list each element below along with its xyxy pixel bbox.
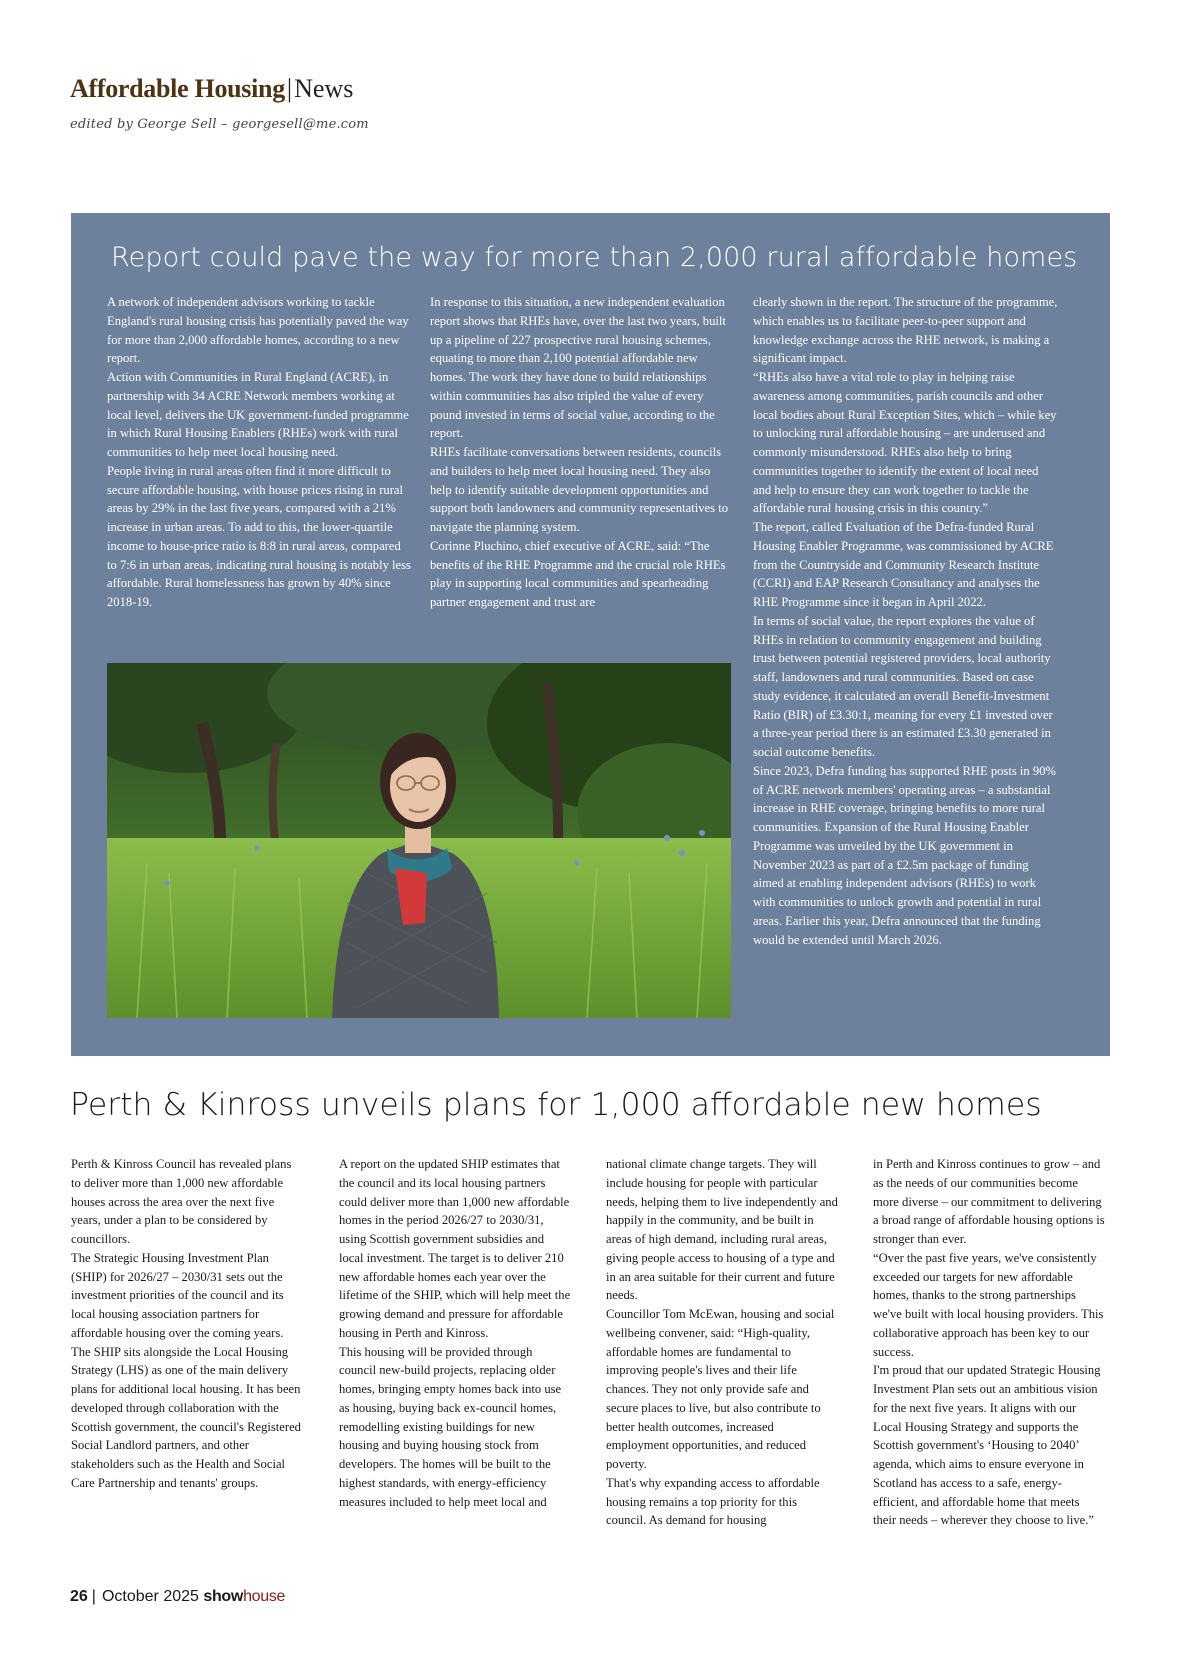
section-header [70,74,353,104]
story-column-4 [873,1155,1105,1530]
section-title: Affordable Housing [70,74,285,103]
portrait-photo [107,663,731,1018]
feature-paragraph: “RHEs also have a vital role to play in helping raise awareness among communities, parish councils and other local bodies about Rural Exception Sites, which – while key to unlocking rural affordable housing – are underused and commonly misunderstood. RHEs also help to bring communities together to identify the extent of local need and help to ensure they can work together to tackle the affordable rural housing crisis in this country.” [753,370,1057,516]
story-headline: Perth & Kinross unveils plans for 1,000 affordable new homes [70,1087,1042,1123]
feature-paragraph: The report, called Evaluation of the Defra-funded Rural Housing Enabler Programme, was commissioned by ACRE from the Countryside and Community Research Institute (CCRI) and EAP Research Consultancy and analyses the RHE Programme since it began in April 2022. [753,520,1054,609]
brand-logo-part-2: house [243,1588,286,1605]
story-paragraph: The SHIP sits alongside the Local Housing Strategy (LHS) as one of the main delivery plans for additional local housing. It has been developed through collaboration with the Scottish government, the council's Registered Social Landlord partners, and other stakeholders such as the Health and Social Care Partnership and tenants' groups. [71,1344,301,1490]
feature-column-3 [753,293,1058,949]
story-paragraph: Councillor Tom McEwan, housing and social wellbeing convener, said: “High-quality, affordable homes are fundamental to improving people's lives and their life chances. They not only provide safe and secure places to live, but also contribute to better health outcomes, increased employment opportunities, and reduced poverty. [606,1307,835,1471]
feature-column-1 [107,293,412,612]
section-separator: | [286,74,293,103]
feature-paragraph: clearly shown in the report. The structure of the programme, which enables us to facilitate peer-to-peer support and knowledge exchange across the RHE network, is making a significant impact. [753,295,1058,366]
issue-date: October 2025 [101,1588,199,1605]
feature-column-2 [430,293,735,612]
feature-paragraph: People living in rural areas often find it more difficult to secure affordable housing, with house prices rising in rural areas by 29% in the last five years, compared with a 21% increase in urban areas. To add to this, the lower-quartile income to house-price ratio is 8:8 in rural areas, compared to 7:6 in urban areas, indicating rural housing is notably less affordable. Rural homelessness has grown by 40% since 2018-19. [107,463,411,609]
story-paragraph: That's why expanding access to affordable housing remains a top priority for this council. As demand for housing [606,1475,820,1528]
footer-separator: | [91,1588,96,1605]
story-paragraph: Perth & Kinross Council has revealed plans to deliver more than 1,000 new affordable houses across the area over the next five years, under a plan to be considered by councillors. [71,1157,292,1246]
story-paragraph: national climate change targets. They will include housing for people with particular needs, helping them to live independently and happily in the community, and be built in areas of high demand, including rural areas, giving people access to housing of a type and in an area suitable for their current and future needs. [606,1157,838,1303]
page-number: 26 [70,1588,88,1605]
story-column-1 [71,1155,303,1493]
editor-credit: edited by George Sell – georgesell@me.com [70,117,369,132]
feature-paragraph: Action with Communities in Rural England (ACRE), in partnership with 34 ACRE Network members working at local level, delivers the UK government-funded programme in which Rural Housing Enablers (RHEs) work with rural communities to help meet local housing need. [107,370,409,459]
story-paragraph: I'm proud that our updated Strategic Housing Investment Plan sets out an ambitious vision for the next five years. It aligns with our Local Housing Strategy and supports the Scottish government's ‘Housing to 2040’ agenda, which aims to ensure everyone in Scotland has access to a safe, energy-efficient, and affordable home that meets their needs – wherever they choose to live.” [873,1363,1101,1528]
story-paragraph: This housing will be provided through council new-build projects, replacing older homes, bringing empty homes back into use as housing, buying back ex-council homes, remodelling existing buildings for new housing and buying housing stock from developers. The homes will be built to the highest standards, with energy-efficiency measures included to help meet local and [339,1344,562,1509]
feature-paragraph: Corinne Pluchino, chief executive of ACRE, said: “The benefits of the RHE Programme and the crucial role RHEs play in supporting local communities and spearheading partner engagement and trust are [430,538,726,609]
subsection-title: News [294,74,354,103]
feature-paragraph: In response to this situation, a new independent evaluation report shows that RHEs have, over the last two years, built up a pipeline of 227 prospective rural housing schemes, equating to more than 2,100 potential affordable new homes. The work they have done to build relationships within communities has also tripled the value of every pound invested in terms of social value, according to the report. [430,295,726,441]
story-column-2 [339,1155,571,1511]
page-footer [70,1587,285,1607]
feature-headline: Report could pave the way for more than 2,000 rural affordable homes [111,242,1078,273]
feature-paragraph: RHEs facilitate conversations between residents, councils and builders to help meet local housing need. They also help to identify suitable development opportunities and support both landowners and community representatives to navigate the planning system. [430,445,728,534]
feature-paragraph: In terms of social value, the report explores the value of RHEs in relation to community engagement and building trust between potential registered providers, local authority staff, landowners and rural communities. Based on case study evidence, it calculated an overall Benefit-Investment Ratio (BIR) of £3.30:1, meaning for every £1 invested over a three-year period there is an estimated £3.30 generated in social outcome benefits. [753,613,1053,759]
story-paragraph: A report on the updated SHIP estimates that the council and its local housing partners could deliver more than 1,000 new affordable homes in the period 2026/27 to 2030/31, using Scottish government subsidies and local investment. The target is to deliver 210 new affordable homes each year over the lifetime of the SHIP, which will help meet the growing demand and pressure for affordable housing in Perth and Kinross. [339,1157,571,1340]
story-paragraph: in Perth and Kinross continues to grow – and as the needs of our communities become more diverse – our commitment to delivering a broad range of affordable housing options is stronger than ever. [873,1157,1105,1246]
feature-article-panel [71,213,1110,1056]
feature-paragraph: Since 2023, Defra funding has supported RHE posts in 90% of ACRE network members' operating areas – a substantial increase in RHE coverage, bringing benefits to more rural communities. Expansion of the Rural Housing Enabler Programme was unveiled by the UK government in November 2023 as part of a £2.5m package of funding aimed at enabling independent advisors (RHEs) to work with communities to unlock growth and potential in rural areas. Earlier this year, Defra announced that the funding would be extended until March 2026. [753,763,1056,947]
feature-paragraph: A network of independent advisors working to tackle England's rural housing crisis has potentially paved the way for more than 2,000 affordable homes, according to a new report. [107,295,409,366]
story-paragraph: The Strategic Housing Investment Plan (SHIP) for 2026/27 – 2030/31 sets out the investment priorities of the council and its local housing association partners for affordable housing over the coming years. [71,1250,284,1340]
brand-logo-part-1: show [203,1588,244,1605]
story-column-3 [606,1155,838,1530]
story-paragraph: “Over the past five years, we've consistently exceeded our targets for new affordable homes, thanks to the strong partnerships we've built with local housing providers. This collaborative approach has been key to our success. [873,1250,1104,1359]
